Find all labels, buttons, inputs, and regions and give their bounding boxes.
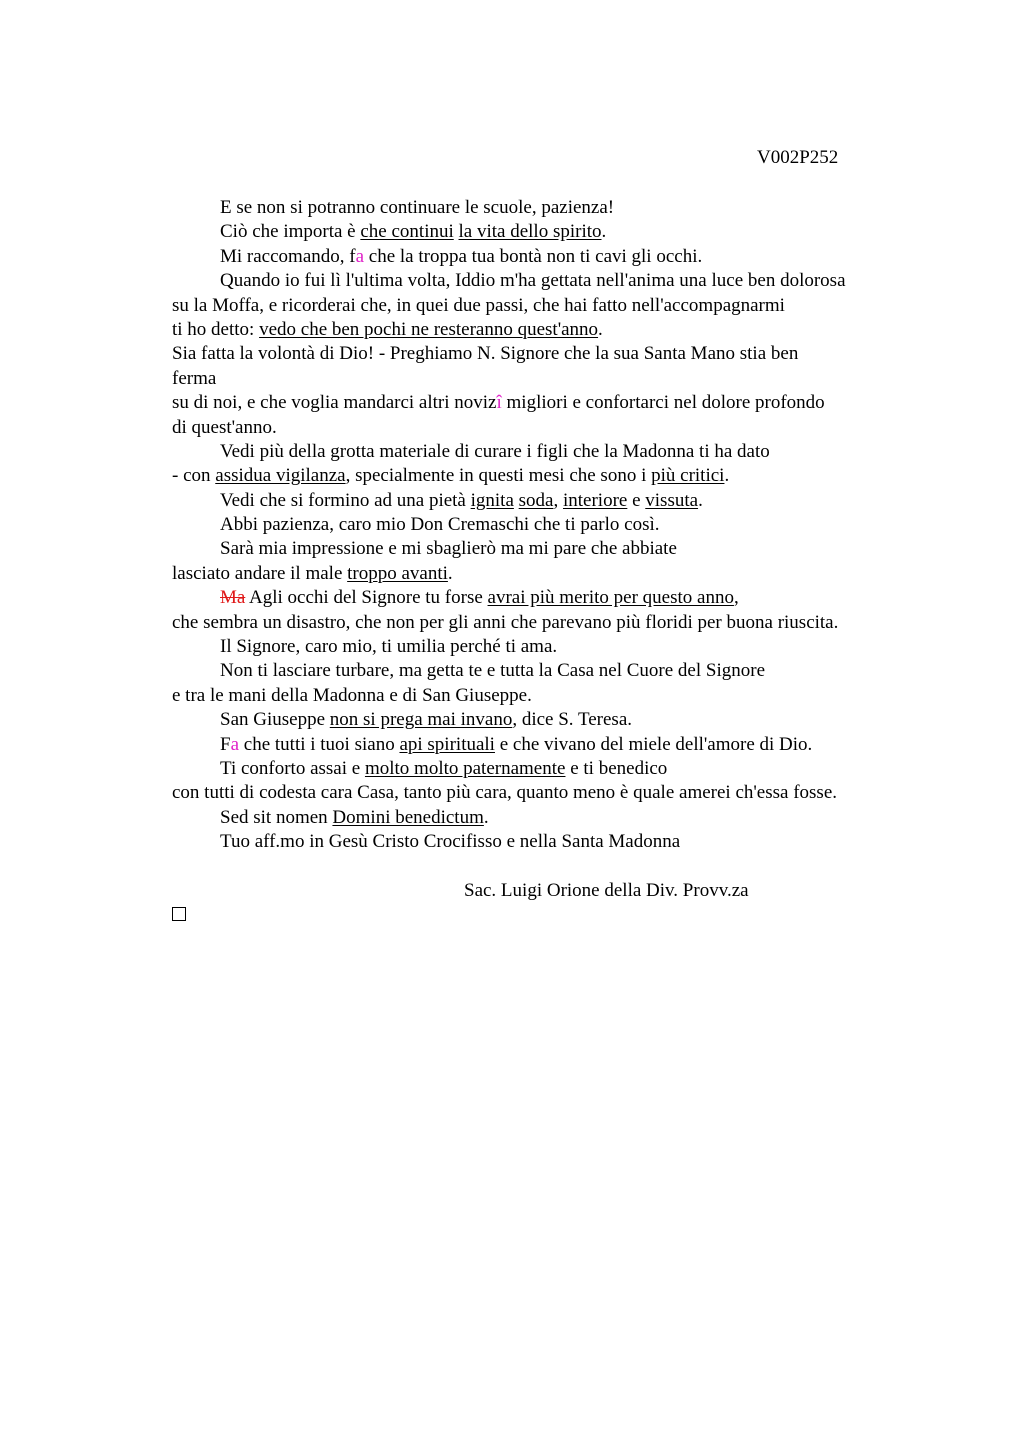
text-line: Ti conforto assai e molto molto paternamente e ti benedico bbox=[220, 757, 668, 779]
text-line: Sarà mia impressione e mi sbaglierò ma mi pare che abbiate bbox=[220, 538, 677, 560]
underlined-phrase: che continui bbox=[360, 221, 454, 243]
text-line: Fa che tutti i tuoi siano api spirituali e che vivano del miele dell'amore di Dio. bbox=[220, 733, 813, 755]
text-line: - con assidua vigilanza, specialmente in questi mesi che sono i più critici. bbox=[172, 465, 730, 487]
underlined-phrase: molto molto paternamente bbox=[364, 757, 566, 779]
text-line: Ciò che importa è che continui la vita dello spirito. bbox=[220, 221, 607, 243]
text-line: lasciato andare il male troppo avanti. bbox=[172, 562, 453, 584]
text-line: Mi raccomando, fa che la troppa tua bontà non ti cavi gli occhi. bbox=[220, 245, 703, 267]
underlined-phrase: avrai più merito per questo anno bbox=[487, 587, 734, 609]
text-line: E se non si potranno continuare le scuole, pazienza! bbox=[220, 197, 615, 218]
text-line: Vedi che si formino ad una pietà ignita soda, interiore e vissuta. bbox=[220, 489, 703, 511]
text-line: che sembra un disastro, che non per gli anni che parevano più floridi per buona riuscita. bbox=[172, 611, 839, 633]
highlighted-letter: a bbox=[355, 245, 365, 267]
text-line: San Giuseppe non si prega mai invano, dice S. Teresa. bbox=[220, 709, 633, 731]
text-line: Quando io fui lì l'ultima volta, Iddio m'ha gettata nell'anima una luce ben dolorosa bbox=[220, 270, 846, 292]
underlined-phrase: ignita bbox=[470, 489, 514, 511]
deleted-word: Ma bbox=[220, 587, 246, 609]
end-marker bbox=[172, 903, 912, 927]
text-line: di quest'anno. bbox=[172, 416, 277, 438]
text-line: Abbi pazienza, caro mio Don Cremaschi che ti parlo così. bbox=[220, 514, 660, 536]
text-line: Ma Agli occhi del Signore tu forse avrai più merito per questo anno, bbox=[220, 587, 739, 609]
text-line: Tuo aff.mo in Gesù Cristo Crocifisso e nella Santa Madonna bbox=[220, 831, 681, 853]
text-line: Sia fatta la volontà di Dio! - Preghiamo N. Signore che la sua Santa Mano stia ben bbox=[172, 343, 799, 365]
underlined-phrase: la vita dello spirito bbox=[458, 221, 602, 243]
letter-body bbox=[172, 196, 912, 928]
underlined-phrase: vedo che ben pochi ne resteranno quest'anno bbox=[259, 318, 599, 340]
highlighted-letter: a bbox=[230, 733, 240, 755]
underlined-phrase: assidua vigilanza bbox=[215, 465, 346, 487]
underlined-phrase: troppo avanti bbox=[347, 562, 448, 584]
text-line: Non ti lasciare turbare, ma getta te e tutta la Casa nel Cuore del Signore bbox=[220, 660, 765, 682]
underlined-phrase: Domini benedictum bbox=[332, 806, 484, 828]
text-line: e tra le mani della Madonna e di San Giuseppe. bbox=[172, 684, 532, 706]
page-identifier: V002P252 bbox=[757, 147, 839, 168]
text-line: ti ho detto: vedo che ben pochi ne resteranno quest'anno. bbox=[172, 318, 603, 340]
text-line: ferma bbox=[172, 367, 217, 389]
underlined-phrase: api spirituali bbox=[399, 733, 495, 755]
text-line: Il Signore, caro mio, ti umilia perché ti ama. bbox=[220, 636, 558, 658]
text-line: Vedi più della grotta materiale di curare i figli che la Madonna ti ha dato bbox=[220, 440, 770, 462]
underlined-phrase: vissuta bbox=[645, 489, 699, 511]
blank-line bbox=[172, 855, 912, 879]
empty-checkbox-icon bbox=[172, 907, 186, 921]
underlined-phrase: interiore bbox=[562, 489, 628, 511]
underlined-phrase: non si prega mai invano bbox=[329, 709, 513, 731]
text-line: su la Moffa, e ricorderai che, in quei due passi, che hai fatto nell'accompagnarmi bbox=[172, 294, 785, 316]
signature-line: Sac. Luigi Orione della Div. Provv.za bbox=[464, 879, 749, 901]
highlighted-letter: î bbox=[496, 392, 502, 414]
text-line: Sed sit nomen Domini benedictum. bbox=[220, 806, 489, 828]
underlined-phrase: soda bbox=[518, 489, 554, 511]
text-line: su di noi, e che voglia mandarci altri novizî migliori e confortarci nel dolore profondo bbox=[172, 392, 825, 414]
underlined-phrase: più critici bbox=[651, 465, 725, 487]
text-line: con tutti di codesta cara Casa, tanto più cara, quanto meno è quale amerei ch'essa fosse. bbox=[172, 782, 837, 804]
